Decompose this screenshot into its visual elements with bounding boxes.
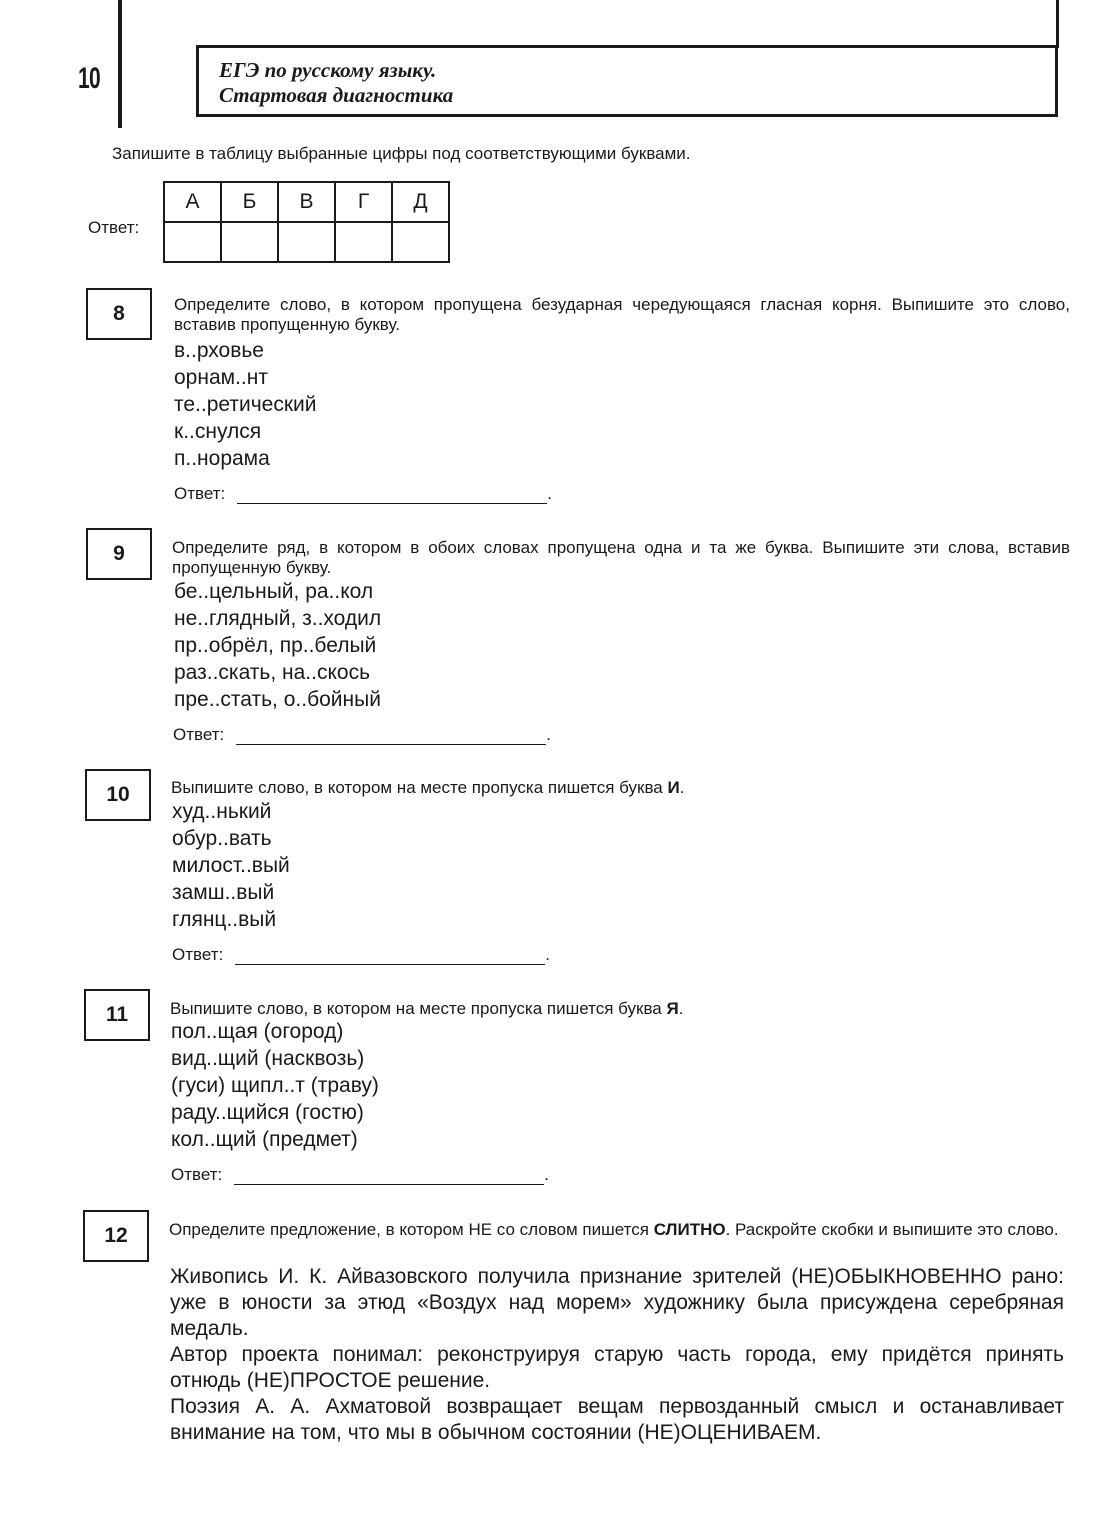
answer-cell-g[interactable]: [335, 222, 392, 262]
task-8-prompt: Определите слово, в котором пропущена безударная чередующаяся гласная корня. Выпишите это слово, вставив пропущенную букву.: [174, 295, 1070, 334]
option: в..рховье: [174, 339, 264, 362]
answer-line[interactable]: [236, 728, 546, 745]
option: раду..щийся (гостю): [171, 1101, 364, 1124]
task-10-number: 10: [85, 769, 151, 821]
header-box: [196, 45, 1058, 117]
answer-cell-b[interactable]: [221, 222, 278, 262]
task-12-prompt: Определите предложение, в котором НЕ со словом пишется СЛИТНО. Раскройте скобки и выпишите это слово.: [169, 1220, 1059, 1239]
option: раз..скать, на..скось: [174, 661, 371, 684]
option: пре..стать, о..бойный: [174, 688, 381, 711]
answer-line[interactable]: [234, 1168, 544, 1185]
option: вид..щий (насквозь): [171, 1047, 365, 1070]
task-8-answer: Ответ: .: [174, 484, 552, 503]
answer-label: Ответ:: [171, 1165, 223, 1184]
option: глянц..вый: [172, 908, 277, 931]
option: замш..вый: [172, 881, 275, 904]
task-11-options: [171, 1018, 379, 1153]
task-12-sentences: [170, 1264, 1064, 1446]
option: те..ретический: [174, 393, 317, 416]
answer-table-header-b: Б: [221, 182, 278, 222]
header-rule-left: [118, 0, 122, 128]
task-11-answer: Ответ: .: [171, 1165, 549, 1184]
option: пр..обрёл, пр..белый: [174, 634, 377, 657]
option: не..глядный, з..ходил: [174, 607, 382, 630]
sentence: Автор проекта понимал: реконструируя старую часть города, ему придётся принять отнюдь (НЕ)ПРОСТОЕ решение.: [170, 1343, 1064, 1392]
answer-line[interactable]: [237, 487, 547, 504]
answer-table-header-a: А: [164, 182, 221, 222]
answer-line[interactable]: [235, 948, 545, 965]
header-rule-right: [1056, 0, 1059, 48]
answer-table: [163, 181, 450, 263]
answer-cell-a[interactable]: [164, 222, 221, 262]
task-9-number: 9: [86, 528, 152, 580]
option: бе..цельный, ра..кол: [174, 580, 374, 603]
task-11-number: 11: [84, 989, 150, 1041]
task-12-number: 12: [83, 1210, 149, 1262]
option: (гуси) щипл..т (траву): [171, 1074, 379, 1097]
task-8-number: 8: [86, 288, 152, 340]
answer-table-header-d: Д: [392, 182, 449, 222]
task-9-prompt: Определите ряд, в котором в обоих словах пропущена одна и та же буква. Выпишите эти слова, вставив пропущенную букву.: [172, 538, 1070, 577]
answer-label: Ответ:: [173, 725, 225, 744]
answer-table-header-g: Г: [335, 182, 392, 222]
answer-label: Ответ:: [172, 945, 224, 964]
answer-table-header-v: В: [278, 182, 335, 222]
page-number: 10: [78, 62, 100, 95]
task-9-answer: Ответ: .: [173, 725, 551, 744]
option: кол..щий (предмет): [171, 1128, 358, 1151]
answer-table-label: Ответ:: [88, 218, 140, 237]
option: пол..щая (огород): [171, 1020, 344, 1043]
option: к..снулся: [174, 420, 262, 443]
answer-cell-v[interactable]: [278, 222, 335, 262]
option: орнам..нт: [174, 366, 268, 389]
option: худ..нький: [172, 800, 272, 823]
task-10-options: [172, 798, 290, 933]
option: милост..вый: [172, 854, 290, 877]
task-9-options: [174, 578, 381, 713]
sentence: Живопись И. К. Айвазовского получила признание зрителей (НЕ)ОБЫКНОВЕННО рано: уже в юности за этюд «Воздух над морем» художнику была присуждена серебряная медаль.: [170, 1265, 1064, 1340]
task-11-prompt: Выпишите слово, в котором на месте пропуска пишется буква Я.: [170, 999, 684, 1018]
option: п..норама: [174, 447, 270, 470]
task-10-prompt: Выпишите слово, в котором на месте пропуска пишется буква И.: [171, 778, 685, 797]
option: обур..вать: [172, 827, 272, 850]
sentence: Поэзия А. А. Ахматовой возвращает вещам первозданный смысл и останавливает внимание на том, что мы в обычном состоянии (НЕ)ОЦЕНИВАЕМ.: [170, 1395, 1064, 1444]
page-title: ЕГЭ по русскому языку. Стартовая диагностика: [219, 58, 454, 107]
task-8-options: [174, 337, 317, 472]
answer-cell-d[interactable]: [392, 222, 449, 262]
instruction-text: Запишите в таблицу выбранные цифры под соответствующими буквами.: [112, 144, 691, 163]
answer-label: Ответ:: [174, 484, 226, 503]
task-10-answer: Ответ: .: [172, 945, 550, 964]
